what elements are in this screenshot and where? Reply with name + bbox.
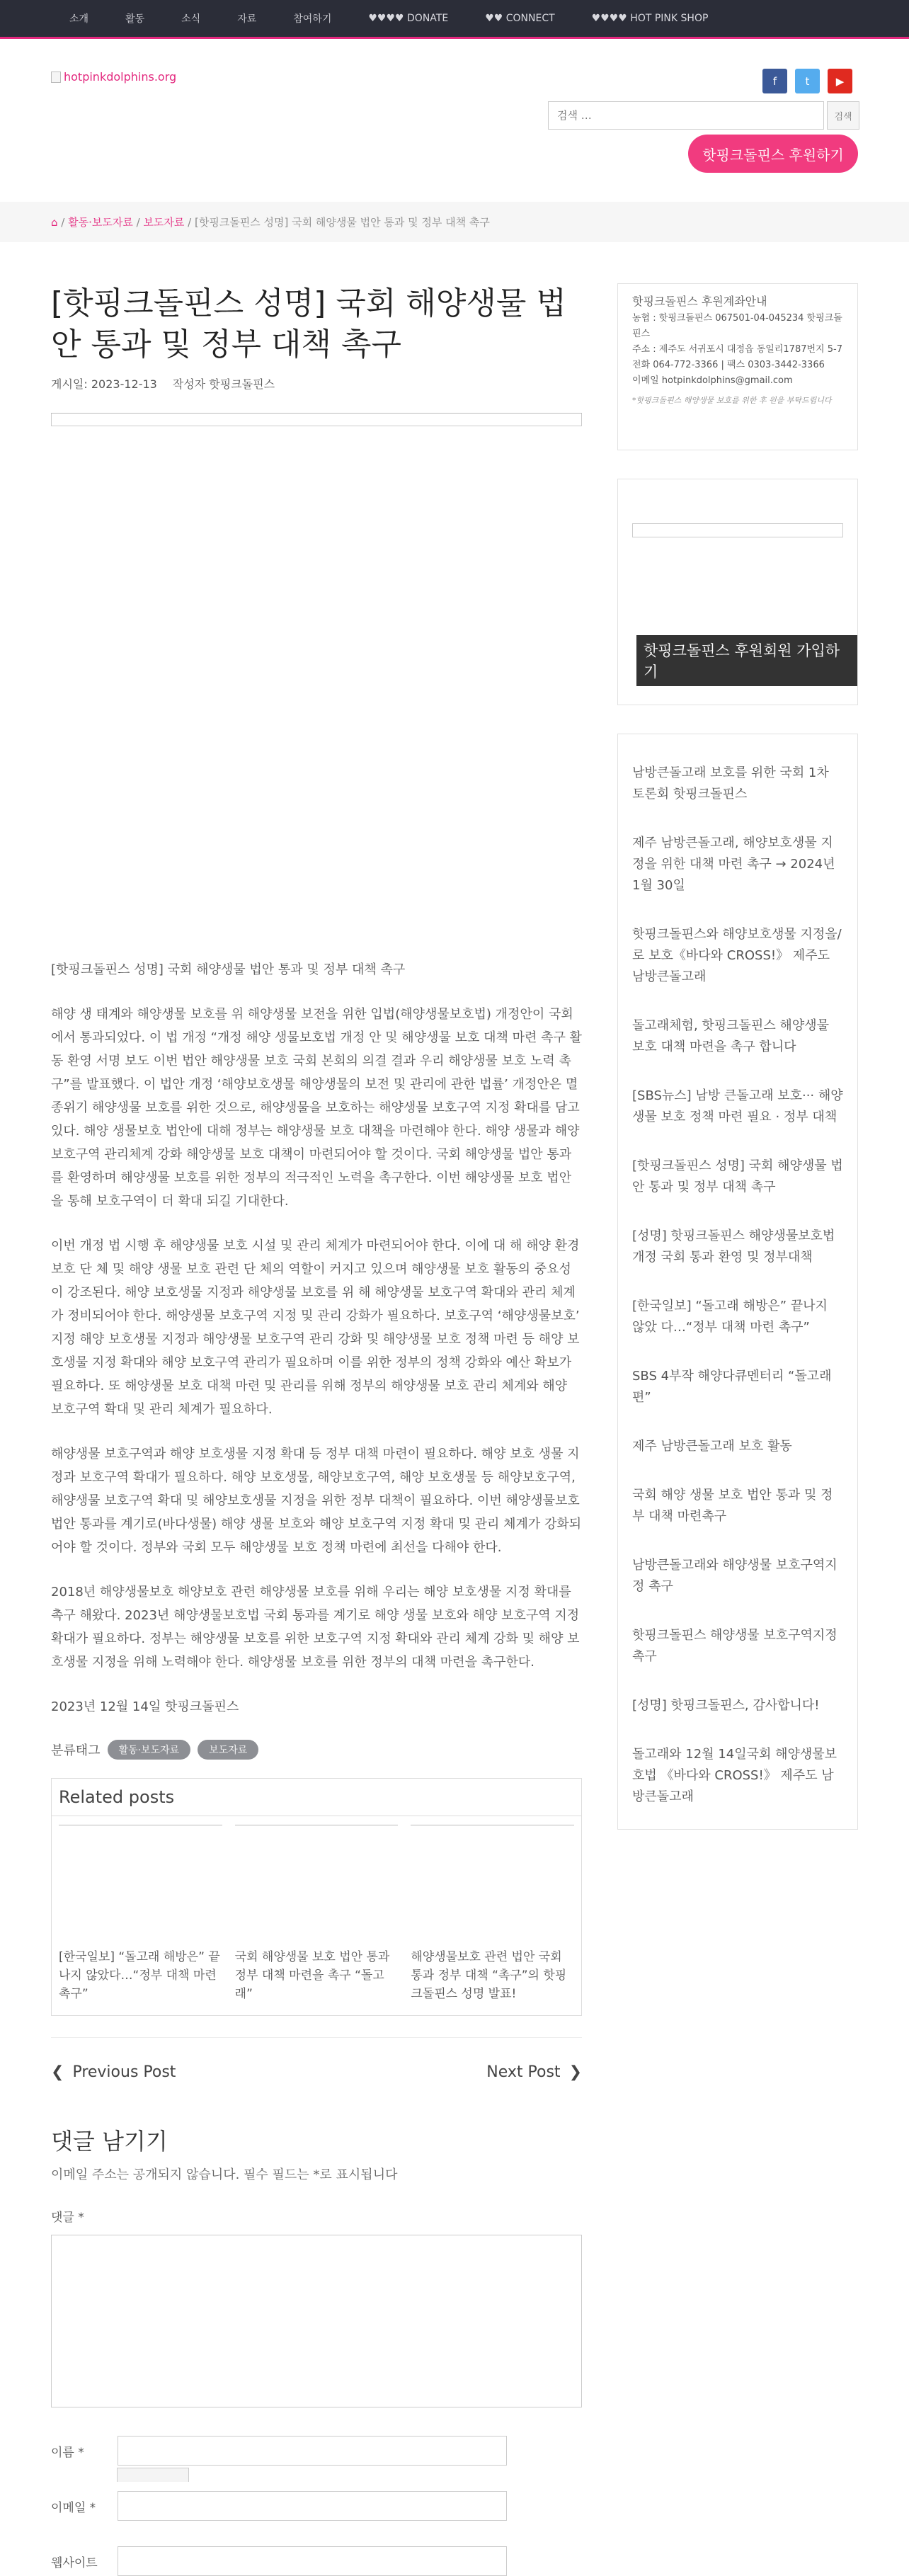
broken-image-icon: [51, 72, 61, 83]
search-button[interactable]: 검색: [827, 101, 859, 130]
next-post-label: Next Post: [486, 2063, 561, 2081]
breadcrumb-home-icon[interactable]: ⌂: [51, 216, 58, 229]
website-input[interactable]: [118, 2546, 507, 2576]
tag-category[interactable]: 활동·보도자료: [108, 1740, 191, 1760]
breadcrumb: [0, 202, 909, 242]
website-label: 웹사이트: [51, 2555, 98, 2570]
banner-image: [632, 523, 843, 537]
top-menu-item[interactable]: ♥♥♥♥ DONATE: [368, 13, 449, 24]
email: 이메일 hotpinkdolphins@gmail.com: [632, 375, 793, 386]
chevron-left-icon: ❮: [51, 2063, 64, 2081]
submit-button[interactable]: [117, 2468, 189, 2482]
broken-image-frame: [51, 414, 582, 426]
youtube-icon[interactable]: ▶: [828, 69, 852, 93]
banner-caption: 핫핑크돌핀스 후원회원 가입하기: [636, 635, 857, 686]
top-menu-item[interactable]: 자료: [237, 13, 257, 25]
breadcrumb-separator: /: [57, 216, 69, 229]
website-field-row: [51, 2546, 582, 2576]
sidebar: [617, 283, 858, 1858]
email-field-row: [51, 2491, 582, 2521]
related-post-card[interactable]: [59, 1816, 222, 2003]
facebook-icon[interactable]: f: [762, 69, 787, 93]
search-form: [548, 101, 859, 130]
related-post-image: [411, 1825, 574, 1938]
related-post-image: [235, 1825, 399, 1938]
email-input[interactable]: [118, 2491, 507, 2521]
chevron-right-icon: ❯: [568, 2063, 582, 2081]
recent-post-link[interactable]: 핫핑크돌핀스 해양생물 보호구역지정 촉구: [632, 1628, 837, 1664]
related-post-title[interactable]: 해양생물보호 관련 법안 국회 통과 정부 대책 “촉구”의 핫핑크돌핀스 성명 발표!: [411, 1950, 567, 2001]
name-input[interactable]: [118, 2436, 507, 2466]
recent-post-link[interactable]: [한국일보] “돌고래 해방은” 끝나지 않았 다…“정부 대책 마련 촉구”: [632, 1299, 828, 1335]
comment-label: 댓글 *: [51, 2211, 84, 2225]
recent-post-link[interactable]: 국회 해양 생물 보호 법안 통과 및 정부 대책 마련촉구: [632, 1488, 833, 1524]
article-body: [51, 958, 582, 1719]
related-post-title[interactable]: [한국일보] “돌고래 해방은” 끝 나지 않았다…“정부 대책 마련 촉구”: [59, 1950, 220, 2001]
top-menu-item[interactable]: ♥♥ CONNECT: [485, 13, 555, 24]
next-post-link[interactable]: [486, 2063, 582, 2081]
contact-note: *핫핑크돌핀스 해양생물 보호를 위한 후 원을 부탁드립니다: [632, 396, 832, 405]
breadcrumb-subcategory[interactable]: 보도자료: [143, 216, 185, 229]
recent-post-link[interactable]: SBS 4부작 해양다큐멘터리 “돌고래 편”: [632, 1369, 832, 1405]
contact-widget: [617, 283, 858, 450]
phone: 전화 064-772-3366 | 팩스 0303-3442-3366: [632, 360, 825, 370]
twitter-icon[interactable]: t: [795, 69, 820, 93]
recent-post-link[interactable]: [성명] 핫핑크돌핀스, 감사합니다!: [632, 1698, 820, 1713]
article-paragraph: 해양 생 태계와 해양생물 보호를 위 해양생물 보전을 위한 입법(해양생물보호법) 개정안이 국회에서 통과되었다. 이 법 개정 “개정 해양 생물보호법 개정 안 및 해양생물 보호 대책 마련 촉구 활동 환영 서명 보도 이번 법안 해양생물 보호 국회 본회의 의결 결과 우리 해양생물 보호 노력 촉구”를 발표했다. 이 법안 개정 ‘해양보호생물 해양생물의 보전 및 관리에 관한 법률’ 개정안은 멸종위기 해양생물 보호를 위한 것으로, 해양생물을 보호하는 해양생물 보호구역 지정 확대를 담고 있다. 해양 생물보호 법안에 대해 정부는 해양생물 보호 대책을 마련해야 한다. 해양 생물과 해양보호구역 관리체계 강화 해양생물 보호 대책이 마련되어야 할 것이다. 국회 해양생물 법안 통과를 환영하며 해양생물 보호를 위한 정부의 적극적인 노력을 촉구한다. 이번 해양생물 보호 법안을 통해 보호구역이 더 확대 되길 기대한다.: [51, 1007, 582, 1209]
recent-post-link[interactable]: [성명] 핫핑크돌핀스 해양생물보호법 개정 국회 통과 환영 및 정부대책: [632, 1229, 835, 1265]
recent-post-link[interactable]: 돌고래와 12월 14일국회 해양생물보호법 《바다와 CROSS!》 제주도 남방큰돌고래: [632, 1747, 837, 1804]
related-post-title[interactable]: 국회 해양생물 보호 법안 통과 정부 대책 마련을 촉구 “돌고래”: [234, 1950, 390, 2001]
related-post-image: [59, 1825, 222, 1938]
post-navigation: [51, 2037, 582, 2081]
site-logo[interactable]: [51, 70, 176, 84]
tags-label: 분류태그: [51, 1743, 101, 1758]
search-input[interactable]: [548, 101, 824, 130]
bank-account: 농협 : 핫핑크돌핀스 067501-04-045234 핫핑크돌핀스: [632, 313, 842, 339]
address: 주소 : 제주도 서귀포시 대정읍 동일리1787번지 5-7: [632, 344, 842, 355]
top-menu-item[interactable]: 소개: [69, 13, 89, 25]
post-title: [핫핑크돌핀스 성명] 국회 해양생물 법안 통과 및 정부 대책 촉구: [51, 285, 566, 363]
recent-post-link[interactable]: 제주 남방큰돌고래 보호 활동: [632, 1439, 792, 1454]
name-field-row: [51, 2436, 582, 2466]
post-meta: [51, 375, 582, 392]
post-author[interactable]: 작성자 핫핑크돌핀스: [172, 377, 275, 391]
related-post-card[interactable]: [235, 1816, 399, 2003]
recent-post-link[interactable]: [핫핑크돌핀스 성명] 국회 해양생물 법안 통과 및 정부 대책 촉구: [632, 1158, 843, 1195]
article-paragraph: 이번 개정 법 시행 후 해양생물 보호 시설 및 관리 체계가 마련되어야 한다. 이에 대 해 해양 환경 보호 단 체 및 해양 생물 보호 관련 단 체의 역할이 커지고 있으며 해양생물 보호 활동의 중요성이 강조된다. 해양 보호생물 지정과 해양생물 보호를 위 해 해양생물 보호구역 확대와 관리 체계가 정비되어야 한다. 해양생물 보호구역 지정 및 관리 강화가 필요하다. 보호구역 ‘해양생물보호’ 지정 해양 보호생물 지정과 해양생물 보호구역 관리 강화 및 해양생물 보호 정책 마련 등 해양 보호생물 지정 확대와 해양 보호구역 관리가 필요하며 이를 위한 정부의 정책 강화와 예산 확보가 필요하다. 또 해양생물 보호 대책 마련 및 관리를 위해 정부의 해양생물 보호 관리 체계와 해양 보호구역 확대 및 관리 체계가 필요하다.: [51, 1238, 580, 1417]
article-paragraph: 2018년 해양생물보호 해양보호 관련 해양생물 보호를 위해 우리는 해양 보호생물 지정 확대를 촉구 해왔다. 2023년 해양생물보호법 국회 통과를 계기로 해양 생물 보호와 해양 보호구역 지정 확대가 필요하다. 정부는 해양생물 보호를 위한 보호구역 지정 확대와 관리 체계 강화 및 해양 보호생물 지정을 위해 노력해야 한다. 해양생물 보호를 위한 정부의 대책 마련을 촉구한다.: [51, 1585, 580, 1670]
tag-press[interactable]: 보도자료: [198, 1740, 258, 1760]
article-paragraph: 2023년 12월 14일 핫핑크돌핀스: [51, 1699, 239, 1714]
related-post-card[interactable]: [411, 1816, 574, 2003]
top-navigation-bar: [0, 0, 909, 39]
recent-post-link[interactable]: 제주 남방큰돌고래, 해양보호생물 지정을 위한 대책 마련 촉구 → 2024년 1월 30일: [632, 836, 835, 893]
related-posts: [51, 1778, 582, 2016]
post-tags: [51, 1740, 582, 1760]
post-date: 게시일: 2023-12-13: [51, 377, 157, 391]
breadcrumb-separator: /: [132, 216, 144, 229]
main-menu: [51, 0, 726, 37]
breadcrumb-category[interactable]: 활동·보도자료: [68, 216, 133, 229]
comment-textarea[interactable]: [51, 2235, 582, 2407]
top-menu-item[interactable]: ♥♥♥♥ HOT PINK SHOP: [591, 13, 709, 24]
reply-note: 이메일 주소는 공개되지 않습니다. 필수 필드는 *로 표시됩니다: [51, 2167, 398, 2182]
breadcrumb-current: [핫핑크돌핀스 성명] 국회 해양생물 법안 통과 및 정부 대책 촉구: [195, 216, 490, 229]
reply-title: 댓글 남기기: [51, 2128, 168, 2155]
top-menu-item[interactable]: 소식: [181, 13, 201, 25]
contact-heading: 핫핑크돌핀스 후원계좌안내: [632, 295, 767, 308]
membership-banner[interactable]: [617, 479, 858, 705]
logo-alt-text: hotpinkdolphins.org: [64, 70, 177, 84]
recent-post-link[interactable]: 돌고래체험, 핫핑크돌핀스 해양생물 보호 대책 마련을 촉구 합니다: [632, 1018, 829, 1054]
top-menu-item[interactable]: 참여하기: [293, 13, 332, 25]
recent-post-link[interactable]: 남방큰돌고래 보호를 위한 국회 1차 토론회 핫핑크돌핀스: [632, 765, 829, 802]
previous-post-link[interactable]: [51, 2063, 176, 2081]
recent-post-link[interactable]: 핫핑크돌핀스와 해양보호생물 지정을/로 보호《바다와 CROSS!》 제주도 남방큰돌고래: [632, 927, 842, 984]
site-header: [0, 39, 909, 202]
featured-image: [51, 413, 582, 958]
previous-post-label: Previous Post: [72, 2063, 176, 2081]
breadcrumb-separator: /: [184, 216, 195, 229]
recent-post-link[interactable]: [SBS뉴스] 남방 큰돌고래 보호··· 해양생물 보호 정책 마련 필요 · 정부 대책: [632, 1088, 843, 1124]
social-links: [762, 69, 852, 93]
donate-button[interactable]: 핫핑크돌핀스 후원하기: [688, 135, 858, 173]
article-paragraph: 해양생물 보호구역과 해양 보호생물 지정 확대 등 정부 대책 마련이 필요하다. 해양 보호 생물 지정과 보호구역 확대가 필요하다. 해양 보호생물, 해양보호구역, 해양 보호생물 등 해양보호구역, 해양생물 보호구역 확대 및 해양보호생물 지정을 위한 정부 대책이 필요하다. 이번 해양생물보호 법안 통과를 계기로(바다생물) 해양 생물 보호와 해양 보호구역 지정 확대 및 관리 체계가 강화되어야 할 것이다. 정부와 국회 모두 해양생물 보호 정책 마련에 최선을 다해야 한다.: [51, 1447, 582, 1555]
recent-post-link[interactable]: 남방큰돌고래와 해양생물 보호구역지정 촉구: [632, 1558, 837, 1594]
related-posts-heading: Related posts: [52, 1779, 581, 1816]
email-label: 이메일 *: [51, 2500, 96, 2515]
recent-posts-widget: [617, 734, 858, 1830]
top-menu-item[interactable]: 활동: [125, 13, 145, 25]
name-label: 이름 *: [51, 2445, 84, 2460]
article-paragraph: [핫핑크돌핀스 성명] 국회 해양생물 법안 통과 및 정부 대책 촉구: [51, 962, 406, 977]
post-content: [51, 283, 582, 2576]
